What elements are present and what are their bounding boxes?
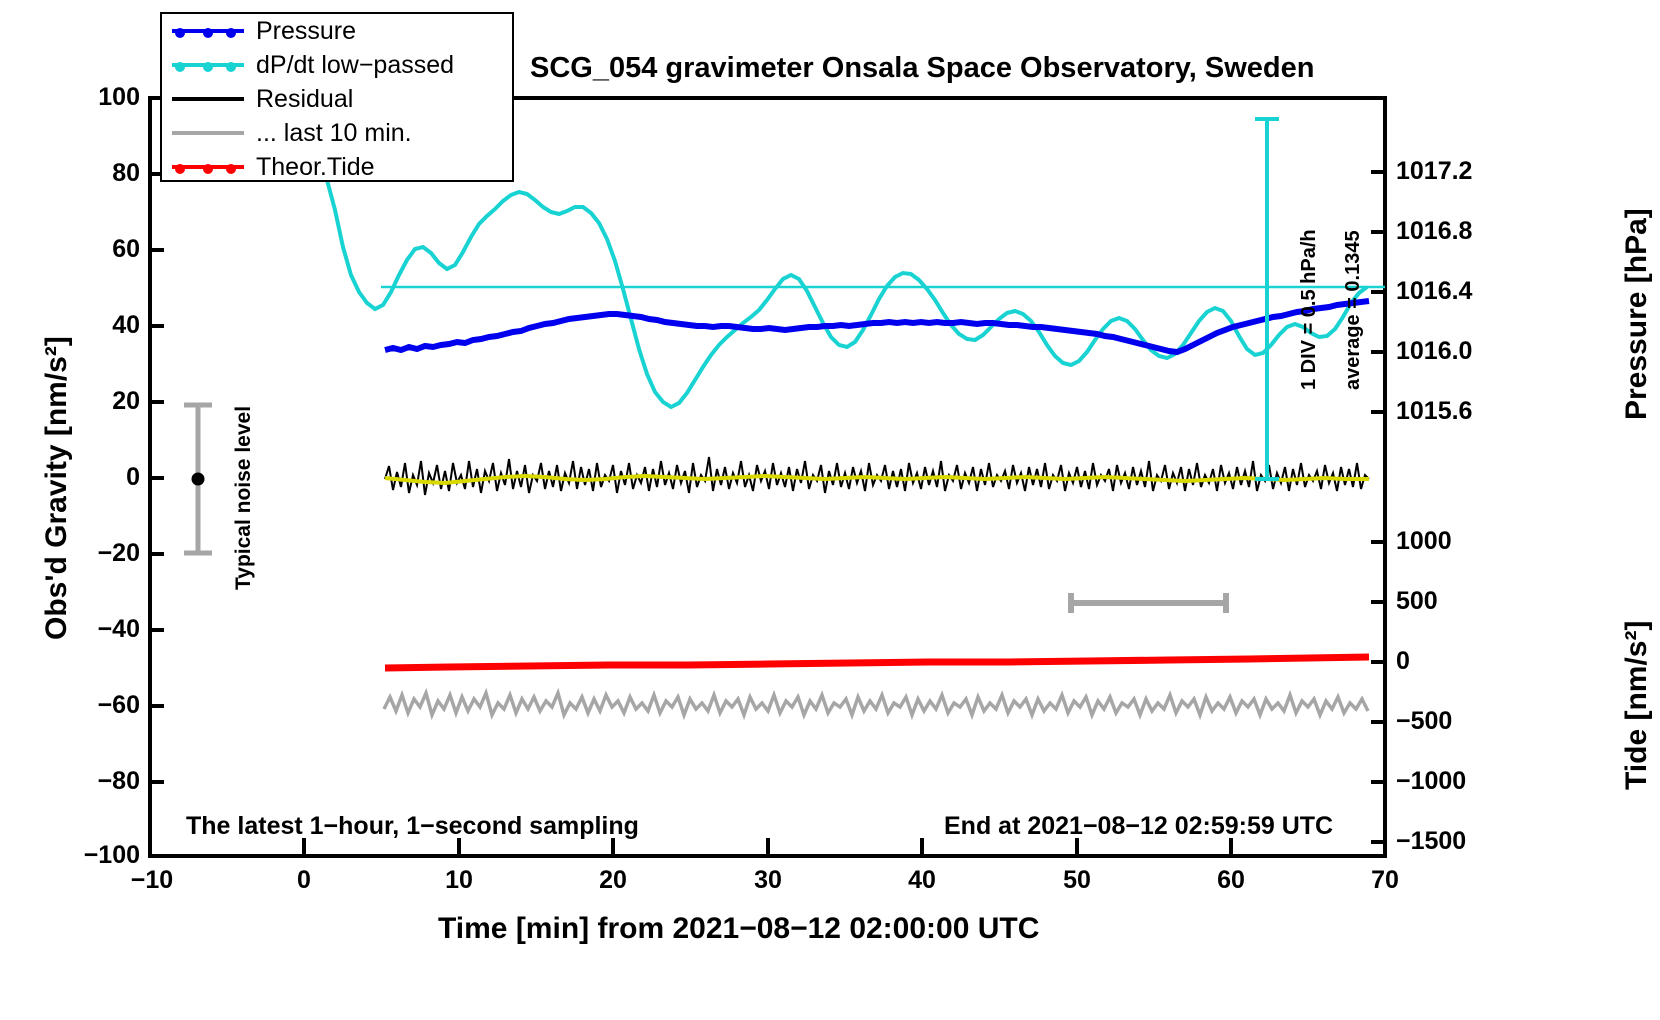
right-axis-title-tide: Tide [nm/s²]: [1620, 620, 1653, 790]
noise-level-indicator: [184, 405, 212, 553]
average-label: average = 0.1345: [1342, 230, 1364, 390]
legend-label: Pressure: [256, 16, 357, 45]
legend-label: Residual: [256, 84, 354, 113]
legend-label: Theor.Tide: [256, 152, 375, 181]
legend-item-residual: [162, 82, 512, 116]
right-ytick-tide-label: −500: [1396, 707, 1453, 735]
legend-swatch-pressure: [172, 29, 244, 33]
xtick-label: 50: [1063, 866, 1091, 894]
legend-swatch-dpdt: [172, 63, 244, 67]
legend-label: ... last 10 min.: [256, 118, 412, 147]
xtick-label: 30: [754, 866, 782, 894]
right-ytick-tide-label: 500: [1396, 587, 1438, 615]
ytick-label: −20: [97, 539, 140, 567]
right-axis-title-pressure: Pressure [hPa]: [1620, 208, 1653, 420]
ytick-label: 40: [112, 311, 140, 339]
ytick-label: 60: [112, 235, 140, 263]
legend-swatch-last10: [172, 131, 244, 135]
legend: [160, 12, 514, 182]
scale-bar-10min: [1071, 593, 1226, 613]
xtick-label: 10: [445, 866, 473, 894]
right-ytick-tide-label: −1000: [1396, 767, 1467, 795]
xtick-label: 70: [1371, 866, 1399, 894]
right-ytick-tide-label: −1500: [1396, 827, 1467, 855]
ytick-label: 20: [112, 387, 140, 415]
ytick-label: −80: [97, 767, 140, 795]
right-ytick-tide-label: 1000: [1396, 527, 1452, 555]
xtick-label: 20: [599, 866, 627, 894]
legend-item-theortide: [162, 150, 512, 184]
legend-swatch-residual: [172, 97, 244, 101]
xtick-label: 60: [1217, 866, 1245, 894]
xtick-label: −10: [130, 866, 174, 894]
right-ytick-tide-label: 0: [1396, 647, 1410, 675]
xtick-label: 0: [297, 866, 311, 894]
ytick-label: −40: [97, 615, 140, 643]
footer-left-note: The latest 1−hour, 1−second sampling: [186, 812, 639, 840]
noise-level-label: Typical noise level: [232, 405, 255, 590]
ytick-label: −100: [83, 841, 140, 869]
chart-title: SCG_054 gravimeter Onsala Space Observatory, Sweden: [530, 52, 1315, 84]
right-ytick-pressure-label: 1015.6: [1396, 397, 1473, 425]
div-scale-label: 1 DIV = 0.5 hPa/h: [1298, 229, 1320, 390]
legend-item-pressure: [162, 14, 512, 48]
legend-item-last10: [162, 116, 512, 150]
series-dpdt-lowpassed: [327, 180, 1367, 407]
right-ytick-pressure-label: 1016.8: [1396, 217, 1473, 245]
legend-swatch-theortide: [172, 165, 244, 169]
xtick-label: 40: [908, 866, 936, 894]
ytick-label: 80: [112, 159, 140, 187]
legend-item-dpdt: [162, 48, 512, 82]
right-ytick-pressure-label: 1017.2: [1396, 157, 1473, 185]
div-scale-bar: [1255, 119, 1279, 479]
series-theor-tide: [385, 657, 1369, 668]
x-axis-title: Time [min] from 2021−08−12 02:00:00 UTC: [438, 912, 1040, 945]
legend-label: dP/dt low−passed: [256, 50, 455, 79]
ytick-label: 0: [126, 463, 140, 491]
chart-data-layer: [149, 97, 1388, 857]
ytick-label: 100: [98, 83, 140, 111]
y-axis-title: Obs'd Gravity [nm/s²]: [40, 336, 73, 640]
ytick-label: −60: [97, 691, 140, 719]
footer-right-note: End at 2021−08−12 02:59:59 UTC: [944, 812, 1334, 840]
series-last-10-min: [384, 693, 1368, 715]
right-ytick-pressure-label: 1016.0: [1396, 337, 1473, 365]
right-ytick-pressure-label: 1016.4: [1396, 277, 1473, 305]
